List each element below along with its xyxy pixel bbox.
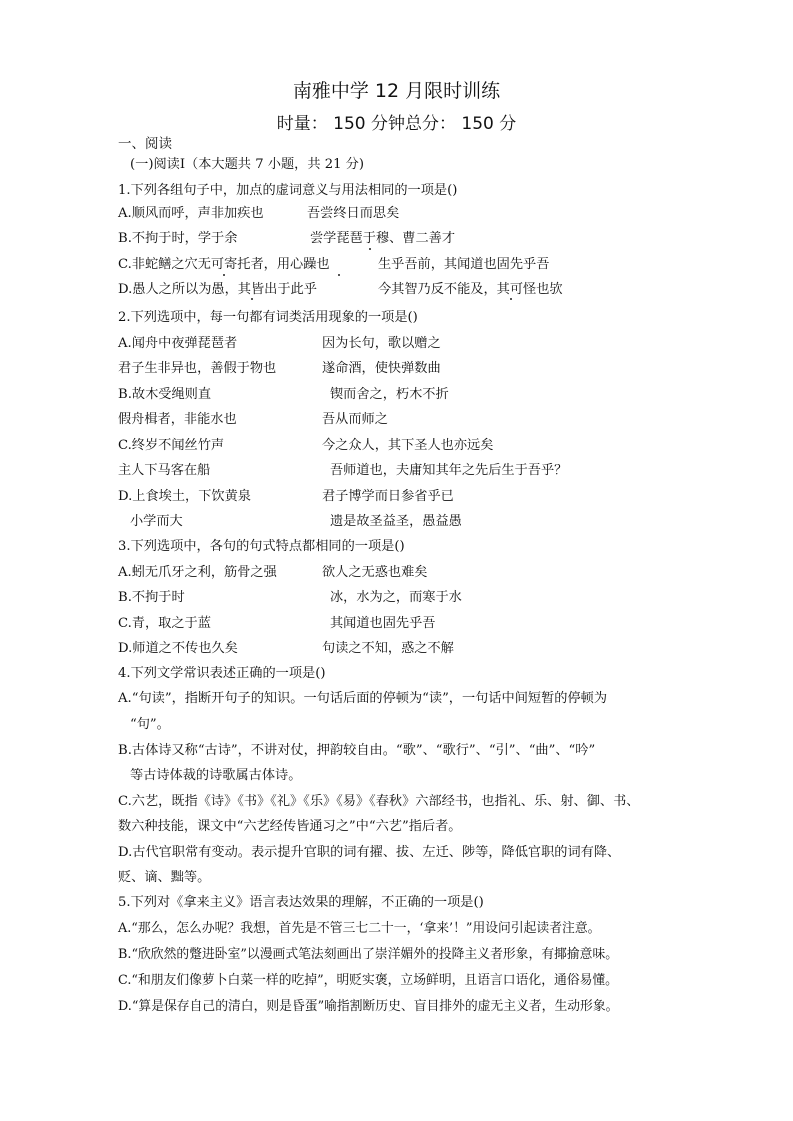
q1-option-c-right: 生乎吾前，其闻道也固先乎吾 [378,257,550,272]
section-part-heading: (一)阅读Ⅰ（本大题共 7 小题，共 21 分) [130,157,365,172]
q1-option-b-left: B.不拘于时，学于余 [118,231,238,246]
q2-option-c-line1-left: C.终岁不闻丝竹声 [118,438,225,453]
q3-option-a-right: 欲人之无惑也难矣 [322,565,428,580]
q3-option-c-right: 其闻道也固先乎吾 [330,616,436,631]
q5-option-d: D.“算是保存自己的清白，则是昏蛋”喻指割断历史、盲目排外的虚无主义者，生动形象。 [118,999,619,1014]
q2-option-a-line1-left: A.闻舟中夜弹琵琶者 [118,336,238,351]
q2-option-a-line1-right: 因为长句，歌以赠之 [322,336,441,351]
q2-option-d-line1-left: D.上食埃土，下饮黄泉 [118,489,251,504]
emphasis-dot [510,298,512,300]
q4-option-d-line2: 贬、谪、黜等。 [118,870,211,885]
q3-option-b-left: B.不拘于时 [118,590,185,605]
q3-option-d-right: 句读之不知，惑之不解 [322,641,454,656]
q2-option-d-line2-left: 小学而大 [130,514,183,529]
q2-option-c-line1-right: 今之众人，其下圣人也亦远矣 [322,438,494,453]
q1-option-d-left: D.愚人之所以为愚，其皆出于此乎 [118,282,317,297]
q4-stem: 4.下列文学常识表述正确的一项是() [118,666,326,681]
q3-option-b-right: 冰，水为之，而寒于水 [330,590,462,605]
q2-stem: 2.下列选项中，每一句都有词类活用现象的一项是() [118,310,418,325]
q4-option-a-line2: “句”。 [130,717,170,732]
q2-option-b-line2-left: 假舟楫者，非能水也 [118,412,237,427]
q3-option-d-left: D.师道之不传也久矣 [118,641,238,656]
q1-option-b-right: 尝学琵琶于穆、曹二善才 [310,231,456,246]
q3-option-c-left: C.青，取之于蓝 [118,616,211,631]
q4-option-c-line2: 数六种技能，课文中“六艺经传皆通习之”中“六艺”指后者。 [118,819,462,834]
q4-option-b-line1: B.古体诗又称“古诗”，不讲对仗，押韵较自由。“歌”、“歌行”、“引”、“曲”、“吟” [118,743,596,758]
q4-option-a-line1: A.“句读”，指断开句子的知识。一句话后面的停顿为“读”，一句话中间短暂的停顿为 [118,691,608,706]
section-heading: 一、阅读 [118,136,172,152]
emphasis-dot [369,248,371,250]
q5-option-b: B.“欣欣然的蹩进卧室”以漫画式笔法刻画出了崇洋媚外的投降主义者形象，有揶揄意味。 [118,947,619,962]
q4-option-c-line1: C.六艺，既指《诗》《书》《礼》《乐》《易》《春秋》六部经书，也指礼、乐、射、御、书、 [118,794,640,809]
q2-option-d-line2-right: 遗是故圣益圣，愚益愚 [330,514,462,529]
emphasis-dot [338,274,340,276]
q5-option-c: C.“和朋友们像萝卜白菜一样的吃掉”，明贬实褒，立场鲜明，且语言口语化，通俗易懂。 [118,973,618,988]
q2-option-b-line1-left: B.故木受绳则直 [118,387,212,402]
q5-option-a: A.“那么，怎么办呢？我想，首先是不管三七二十一，‘拿来’！”用设问引起读者注意。 [118,921,601,936]
q2-option-c-line2-left: 主人下马客在船 [118,463,211,478]
q2-option-b-line1-right: 锲而舍之，朽木不折 [330,387,449,402]
page-subtitle: 时量： 150 分钟总分： 150 分 [276,114,517,134]
q1-option-c-left: C.非蛇鳝之穴无可寄托者，用心躁也 [118,257,330,272]
q1-option-a-left: A.顺风而呼，声非加疾也 [118,206,264,221]
q2-option-b-line2-right: 吾从而师之 [322,412,388,427]
emphasis-dot [251,298,253,300]
q2-option-d-line1-right: 君子博学而日参省乎已 [322,489,454,504]
emphasis-dot [223,274,225,276]
q2-option-a-line2-right: 遂命酒，使快弹数曲 [322,361,441,376]
q1-option-a-right: 吾尝终日而思矣 [307,206,400,221]
q5-stem: 5.下列对《拿来主义》语言表达效果的理解，不正确的一项是() [118,895,484,910]
page-title: 南雅中学 12 月限时训练 [292,80,501,102]
q4-option-d-line1: D.古代官职常有变动。表示提升官职的词有擢、拔、左迁、陟等，降低官职的词有降、 [118,845,621,860]
q2-option-c-line2-right: 吾师道也，夫庸知其年之先后生于吾乎？ [330,463,568,478]
q1-stem: 1.下列各组句子中，加点的虚词意义与用法相同的一项是() [118,183,458,198]
q4-option-b-line2: 等古诗体裁的诗歌属古体诗。 [130,768,302,783]
q2-option-a-line2-left: 君子生非异也，善假于物也 [118,361,277,376]
q1-option-d-right: 今其智乃反不能及，其可怪也欤 [378,282,563,297]
q3-stem: 3.下列选项中，各句的句式特点都相同的一项是() [118,539,405,554]
q3-option-a-left: A.蚓无爪牙之利，筋骨之强 [118,565,277,580]
